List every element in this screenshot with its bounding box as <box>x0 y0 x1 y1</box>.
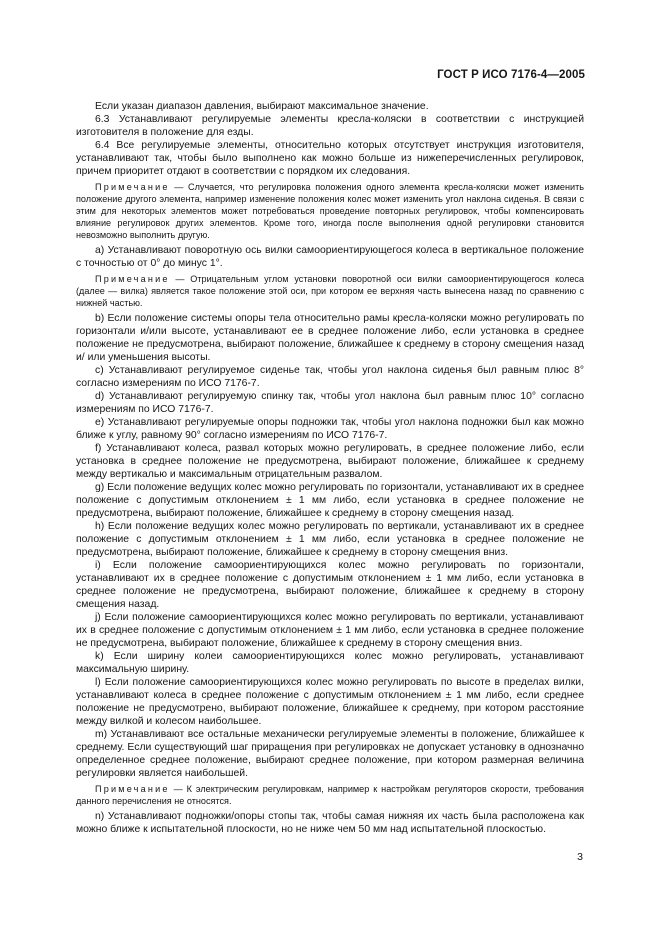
note-label: Примечание <box>95 274 170 284</box>
note-paragraph: Примечание — Отрицательным углом установки поворотной оси вилки самоориентирующегося колеса (далее — вилка) является такое положение этой оси, при котором ее верхняя часть вынесена назад по сравнению с нижней частью. <box>76 274 584 308</box>
list-item: g) Если положение ведущих колес можно регулировать по горизонтали, устанавливают их в среднее положение с допустимым отклонением ± 1 мм либо, если установка в среднее положение не предусмотрена, выбирают положение, ближайшее к среднему в сторону смещения назад. <box>76 482 584 519</box>
note-paragraph: Примечание — К электрическим регулировкам, например к настройкам регуляторов скорости, требования данного перечисления не относятся. <box>76 784 584 806</box>
list-item: c) Устанавливают регулируемое сиденье так, чтобы угол наклона сиденья был равным плюс 8° согласно измерениям по ИСО 7176-7. <box>76 365 584 389</box>
list-item: d) Устанавливают регулируемую спинку так, чтобы угол наклона был равным плюс 10° согласно измерениям по ИСО 7176-7. <box>76 391 584 415</box>
list-item: b) Если положение системы опоры тела относительно рамы кресла-коляски можно регулировать по горизонтали и/или высоте, устанавливают ее в среднее положение либо, если установка в среднее положение не предусмотрена, выбирают положение, ближайшее к среднему в сторону смещения назад и/ или уменьшения высоты. <box>76 313 584 363</box>
list-item: j) Если положение самоориентирующихся колес можно регулировать по вертикали, устанавливают их в среднее положение с допустимым отклонением ± 1 мм либо, если установка в среднее положение не предусмотрена, выбирают положение, ближайшее к среднему в сторону смещения вниз. <box>76 612 584 649</box>
list-item: i) Если положение самоориентирующихся колес можно регулировать по горизонтали, устанавливают их в среднее положение с допустимым отклонением ± 1 мм либо, если установка в среднее положение не предусмотрена, выбирают положение, ближайшее к среднему в сторону смещения назад. <box>76 560 584 610</box>
list-item: h) Если положение ведущих колес можно регулировать по вертикали, устанавливают их в среднее положение с допустимым отклонением ± 1 мм либо, если установка в среднее положение не предусмотрена, выбирают положение, ближайшее к среднему в сторону смещения вниз. <box>76 521 584 558</box>
list-item: a) Устанавливают поворотную ось вилки самоориентирующегося колеса в вертикальное положение с точностью от 0° до минус 1°. <box>76 245 584 269</box>
document-header: ГОСТ Р ИСО 7176-4—2005 <box>437 69 585 81</box>
list-item: l) Если положение самоориентирующихся колес можно регулировать по высоте в пределах вилки, устанавливают колеса в среднее положение с допустимым отклонением ± 1 мм либо, если среднее положение не предусмотрено, выбирают положение, ближайшее к среднему, при котором расстояние между вилкой и колесом наибольшее. <box>76 677 584 727</box>
page-number: 3 <box>577 851 583 863</box>
document-body <box>76 100 584 836</box>
note-paragraph: Примечание — Случается, что регулировка положения одного элемента кресла-коляски может изменить положение другого элемента, например изменение положения колес может изменить угол наклона сиденья. В связи с этим для некоторых элементов может потребоваться проведение повторных регулировок, чтобы компенсировать влияние регулировок других элементов. Кроме того, иногда после выполнения одной регулировки становится невозможно выполнить другую. <box>76 182 584 240</box>
paragraph: 6.3 Устанавливают регулируемые элементы кресла-коляски в соответствии с инструкцией изготовителя в положение для езды. <box>76 114 584 138</box>
paragraph: Если указан диапазон давления, выбирают максимальное значение. <box>95 101 429 112</box>
list-item: n) Устанавливают подножки/опоры стопы так, чтобы самая нижняя их часть была расположена как можно ближе к испытательной плоскости, но не ниже чем 50 мм над испытательной плоскостью. <box>76 811 584 835</box>
list-item: e) Устанавливают регулируемые опоры подножки так, чтобы угол наклона подножки был как можно ближе к углу, равному 90° согласно измерениям по ИСО 7176-7. <box>76 417 584 441</box>
list-item: f) Устанавливают колеса, развал которых можно регулировать, в среднее положение либо, если установка в среднее положение не предусмотрена, выбирают положение, ближайшее к среднему между вертикалью и максимальным отрицательным развалом. <box>76 443 584 480</box>
note-label: Примечание <box>95 182 170 192</box>
list-item: k) Если ширину колеи самоориентирующихся колес можно регулировать, устанавливают максимальную ширину. <box>76 651 584 675</box>
note-label: Примечание <box>95 784 170 794</box>
list-item: m) Устанавливают все остальные механически регулируемые элементы в положение, ближайшее к среднему. Если существующий шаг приращения при регулировках не допускает установку в однозначно определенное среднее положение, выбирают среднее положение, при котором размерная величина регулировки является наибольшей. <box>76 729 584 779</box>
paragraph: 6.4 Все регулируемые элементы, относительно которых отсутствует инструкция изготовителя, устанавливают так, чтобы было выполнено как можно больше из нижеперечисленных регулировок, причем приоритет отдают в соответствии с порядком их следования. <box>76 140 584 177</box>
